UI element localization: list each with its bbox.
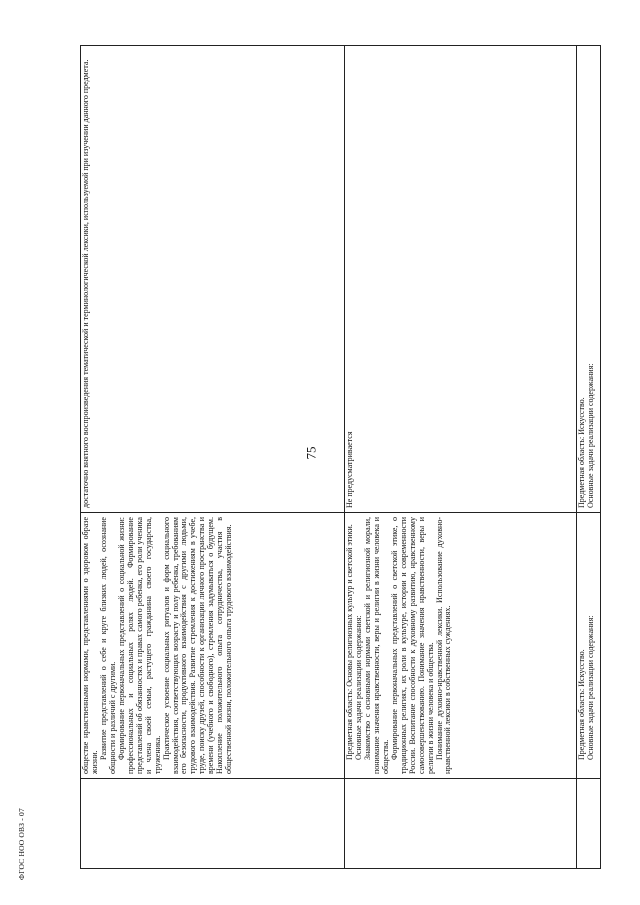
footer-document-code: ФГОС НОО ОВЗ - 07	[17, 808, 26, 880]
table-cell-empty	[577, 779, 601, 869]
table-cell-lexicon-note	[81, 46, 345, 513]
page-number: 75	[303, 446, 319, 460]
table-row	[577, 46, 601, 869]
table-cell-empty	[345, 779, 577, 869]
paragraph: обществе нравственными нормами, представлениями о здоровом образе жизни.	[81, 517, 99, 774]
table-row	[345, 46, 577, 869]
paragraph: Основные задачи реализации содержания:	[585, 363, 595, 508]
paragraph: Предметная область: Искусство.	[577, 649, 586, 760]
table-row	[81, 46, 345, 869]
paragraph: Практическое усвоение социальных ритуалов и форм социального взаимодействия, соответствующих возрасту и полу ребенка, требованиям его безопасности, продуктивного взаимодействия с другими людьми, трудового взаимодействия. Развитие стремления к достижениям в учебе, труде, поиску друзей, способности к организации личного пространства и времени (учебного и свободного), стремления задумываться о будущем. Накопление положительного опыта сотрудничества, участия в общественной жизни, положительного опыта трудового взаимодействия.	[161, 517, 234, 774]
paragraph: достаточно внятного воспроизведения тематической и терминологической лексики, используемой при изучении данного предмета.	[81, 59, 90, 508]
table-cell-art-heading	[577, 513, 601, 779]
content-table-page	[80, 46, 600, 869]
paragraph: Развитие представлений о себе и круге близких людей, осознание общности и различий с другими.	[98, 517, 117, 774]
paragraph: Понимание духовно-нравственной лексики. Использование духовно-нравственной лексики в собственных суждениях.	[434, 517, 453, 774]
table-cell-social-development	[81, 513, 345, 779]
table-cell-empty	[81, 779, 345, 869]
paragraph: Основные задачи реализации содержания:	[353, 615, 363, 760]
table-cell-religious-cultures	[345, 513, 577, 779]
paragraph: Предметная область: Основы религиозных культур и светской этики.	[345, 524, 354, 760]
table-cell-art-heading	[577, 46, 601, 513]
content-table	[80, 45, 601, 869]
paragraph: Формирование первоначальных представлений о светской этике, о традиционных религиях, их роли в культуре, истории и современности России. Воспитание способности к духовному развитию, нравственному самосовершенствованию. Понимание значения нравственности, веры и религии в жизни человека и общества.	[389, 517, 435, 774]
table-cell-not-provided	[345, 46, 577, 513]
paragraph: Знакомство с основными нормами светской и религиозной морали, понимание значения нравственности, веры и религии в жизни человека и общества.	[362, 517, 390, 774]
paragraph: Не предусматривается	[345, 431, 354, 508]
paragraph: Предметная область: Искусство.	[577, 397, 586, 508]
paragraph: Основные задачи реализации содержания:	[585, 615, 595, 760]
paragraph: Формирование первоначальных представлений о социальной жизни: профессиональных и социальных ролях людей. Формирование представлений об обязанностях и правах самого ребенка, его роли ученика и члена своей семьи, растущего гражданина своего государства, труженика.	[116, 517, 162, 774]
